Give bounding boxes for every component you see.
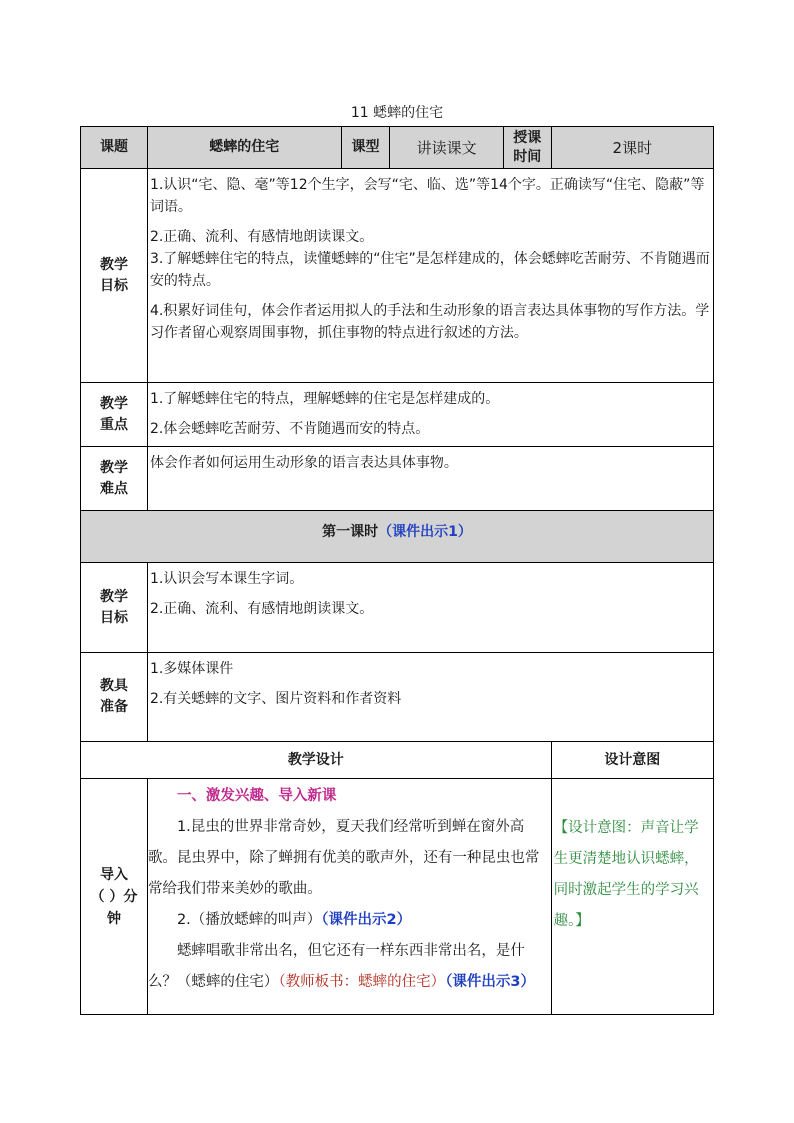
- document-title: 11 蟋蟀的住宅: [350, 105, 444, 121]
- intent-col-header: 设计意图: [551, 742, 713, 779]
- tools-label: 教具准备: [81, 653, 148, 742]
- design-content: [147, 779, 551, 1015]
- goal-item: 3.了解蟋蟀住宅的特点，读懂蟋蟀的“住宅”是怎样建成的，体会蟋蟀吃苦耐劳、不肯随遇而安的特点。: [149, 251, 710, 289]
- goals-row: [81, 169, 714, 383]
- lesson1-courseware: （课件出示1）: [378, 524, 472, 540]
- lesson1-goals-row: [81, 563, 714, 653]
- phase-label-line3: 钟: [106, 910, 121, 927]
- section-heading: 一、激发兴趣、导入新课: [176, 788, 337, 804]
- key-point-item: 1.了解蟋蟀住宅的特点，理解蟋蟀的住宅是怎样建成的。: [149, 391, 500, 407]
- goal-item: 1.认识“宅、隐、毫”等12个生字，会写“宅、临、选”等14个字。正确读写“住宅、隐蔽”等词语。: [149, 177, 705, 215]
- goal-item: 2.正确、流利、有感情地朗读课文。: [149, 229, 374, 245]
- phase-label-line2: （ ）分: [90, 888, 138, 905]
- time-value: 2课时: [551, 127, 713, 169]
- lesson1-title: 第一课时: [322, 524, 379, 540]
- design-col-header: 教学设计: [81, 742, 552, 779]
- phase-label-line1: 导入: [99, 866, 128, 883]
- time-label: 授课时间: [503, 127, 551, 169]
- design-header-row: [81, 742, 714, 779]
- tools-content: [147, 653, 713, 742]
- key-points-row: [81, 383, 714, 447]
- design-paragraph-1: 1.昆虫的世界非常奇妙，夏天我们经常听到蝉在窗外高歌。昆虫界中，除了蝉拥有优美的歌声外，还有一种昆虫也常常给我们带来美妙的歌曲。: [147, 819, 540, 897]
- para2-text: 2.（播放蟋蟀的叫声）: [176, 912, 322, 928]
- lesson1-goals-content: [147, 563, 713, 653]
- type-label: 课型: [341, 127, 390, 169]
- topic-value: 蟋蟀的住宅: [147, 127, 341, 169]
- key-point-item: 2.体会蟋蟀吃苦耐劳、不肯随遇而安的特点。: [149, 421, 430, 437]
- design-row: [81, 779, 714, 1015]
- para3-courseware: （课件出示3）: [445, 974, 536, 990]
- para3-text: 蟋蟀唱歌非常出名，但它还有一样东西非常出名，是什么？（蟋蟀的住宅）: [147, 943, 525, 990]
- key-points-content: [147, 383, 713, 447]
- para3-board-note: （教师板书：蟋蟀的住宅）: [278, 974, 446, 990]
- phase-label: [81, 779, 148, 1015]
- difficulties-content: [147, 447, 713, 511]
- difficulties-text: 体会作者如何运用生动形象的语言表达具体事物。: [149, 455, 458, 471]
- lesson-plan-table: [80, 126, 714, 1015]
- tools-row: [81, 653, 714, 742]
- goals-content: [147, 169, 713, 383]
- tool-item: 2.有关蟋蟀的文字、图片资料和作者资料: [149, 691, 402, 707]
- para2-courseware: （课件出示2）: [321, 912, 412, 928]
- key-points-label: 教学重点: [81, 383, 148, 447]
- lesson1-heading: [81, 511, 714, 563]
- tool-item: 1.多媒体课件: [149, 661, 234, 677]
- lesson1-heading-row: [81, 511, 714, 563]
- goal-item: 4.积累好词佳句，体会作者运用拟人的手法和生动形象的语言表达具体事物的写作方法。学习作者留心观察周围事物，抓住事物的特点进行叙述的方法。: [149, 303, 710, 341]
- lesson1-goals-label: 教学目标: [81, 563, 148, 653]
- header-row: [81, 127, 714, 169]
- topic-label: 课题: [81, 127, 148, 169]
- goals-label: 教学目标: [81, 169, 148, 383]
- intent-content: [551, 779, 713, 1015]
- difficulties-label: 教学难点: [81, 447, 148, 511]
- lesson1-goal-item: 2.正确、流利、有感情地朗读课文。: [149, 601, 374, 617]
- lesson1-goal-item: 1.认识会写本课生字词。: [149, 571, 304, 587]
- difficulties-row: [81, 447, 714, 511]
- design-paragraph-2: [148, 905, 551, 936]
- design-paragraph-3: [148, 936, 551, 998]
- type-value: 讲读课文: [390, 127, 504, 169]
- intent-text: 【设计意图：声音让学生更清楚地认识蟋蟀，同时激起学生的学习兴趣。】: [553, 820, 699, 929]
